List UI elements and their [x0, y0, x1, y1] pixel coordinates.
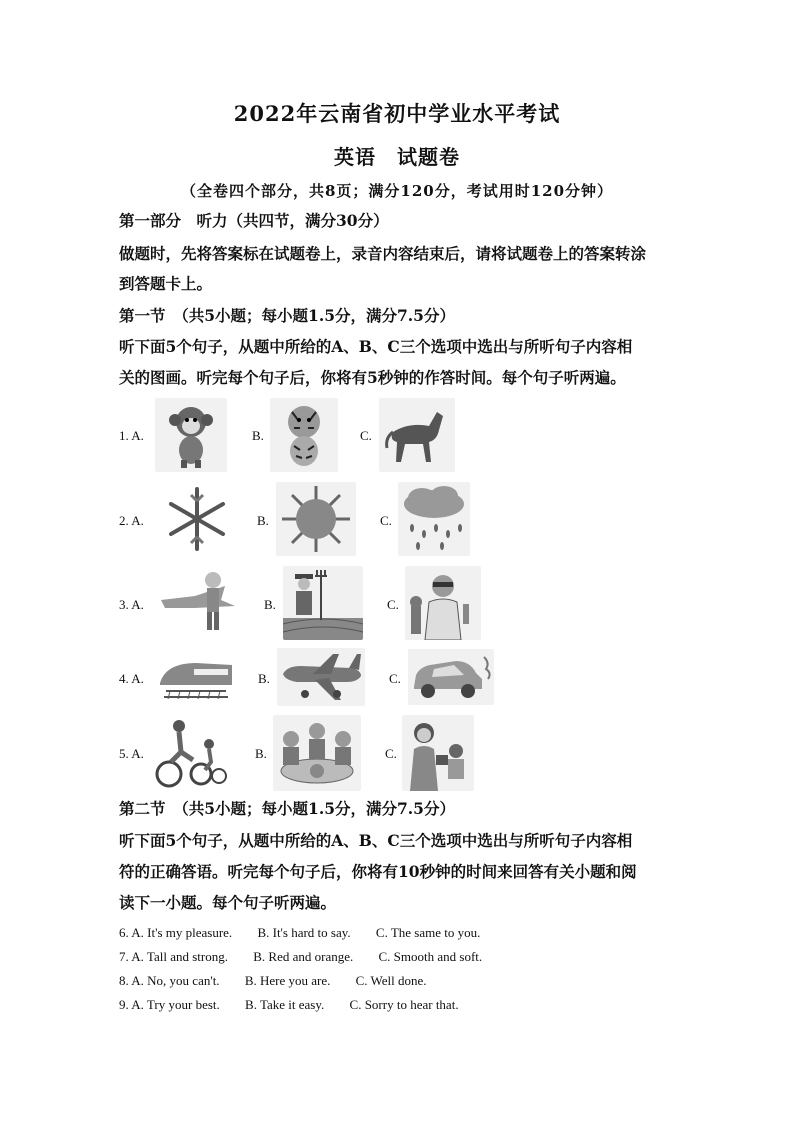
q9-option-b[interactable]: B. Take it easy. [245, 997, 325, 1012]
family-dinner-picture[interactable] [273, 715, 361, 791]
mother-and-child-picture[interactable] [402, 715, 474, 791]
section1-instruction-line1: 听下面5个句子，从题中所给的A、B、C三个选项中选出与所听句子内容相 [119, 337, 633, 356]
part1-instruction-line1: 做题时，先将答案标在试题卷上，录音内容结束后，请将试题卷上的答案转涂 [119, 244, 647, 263]
q9-option-a[interactable]: 9. A. Try your best. [119, 997, 220, 1012]
farmer-picture[interactable] [283, 566, 363, 640]
q9-option-c[interactable]: C. Sorry to hear that. [349, 997, 459, 1012]
q3-label-b: B. [264, 597, 276, 612]
q4-label-a: 4. A. [119, 671, 144, 686]
rain-cloud-picture[interactable] [398, 482, 470, 556]
q7-option-a[interactable]: 7. A. Tall and strong. [119, 949, 228, 964]
q7-option-b[interactable]: B. Red and orange. [253, 949, 354, 964]
q5-label-a: 5. A. [119, 746, 144, 761]
exam-subtitle: 英语 试题卷 [334, 145, 460, 169]
horse-picture[interactable] [379, 398, 455, 472]
q1-label-c: C. [360, 428, 372, 443]
question-9 [119, 997, 481, 1013]
section1-heading: 第一节 （共5小题；每小题1.5分，满分7.5分） [119, 306, 455, 325]
section2-instruction-line3: 读下一小题。每个句子听两遍。 [119, 893, 337, 912]
q5-label-c: C. [385, 746, 397, 761]
q1-label-b: B. [252, 428, 264, 443]
exam-title: 2022年云南省初中学业水平考试 [233, 101, 561, 126]
section2-instruction-line1: 听下面5个句子，从题中所给的A、B、C三个选项中选出与所听句子内容相 [119, 831, 633, 850]
q1-label-a: 1. A. [119, 428, 144, 443]
family-cycling-picture[interactable] [153, 716, 229, 790]
scientist-picture[interactable] [405, 566, 481, 640]
airplane-picture[interactable] [277, 648, 365, 706]
part1-instruction-line2: 到答题卡上。 [119, 274, 213, 293]
q5-label-b: B. [255, 746, 267, 761]
q8-option-b[interactable]: B. Here you are. [244, 973, 331, 988]
sun-picture[interactable] [276, 482, 356, 556]
question-6 [119, 925, 502, 941]
q4-label-c: C. [389, 671, 401, 686]
section2-instruction-line2: 符的正确答语。听完每个句子后，你将有10秒钟的时间来回答有关小题和阅 [119, 862, 637, 881]
section1-instruction-line2: 关的图画。听完每个句子后，你将有5秒钟的作答时间。每个句子听两遍。 [119, 368, 626, 387]
snowflake-picture[interactable] [159, 483, 235, 555]
section2-heading: 第二节 （共5小题；每小题1.5分，满分7.5分） [119, 799, 455, 818]
exam-note: （全卷四个部分，共8页；满分120分，考试用时120分钟） [180, 182, 614, 200]
q3-label-a: 3. A. [119, 597, 144, 612]
q2-label-b: B. [257, 513, 269, 528]
q8-option-a[interactable]: 8. A. No, you can't. [119, 973, 220, 988]
q2-label-a: 2. A. [119, 513, 144, 528]
q3-label-c: C. [387, 597, 399, 612]
q8-option-c[interactable]: C. Well done. [355, 973, 427, 988]
pilot-picture[interactable] [155, 566, 239, 638]
question-8 [119, 973, 449, 989]
monkey-picture[interactable] [155, 398, 227, 472]
car-picture[interactable] [408, 649, 494, 705]
tiger-picture[interactable] [270, 398, 338, 472]
q6-option-a[interactable]: 6. A. It's my pleasure. [119, 925, 233, 940]
question-7 [119, 949, 504, 965]
q7-option-c[interactable]: C. Smooth and soft. [378, 949, 483, 964]
q2-label-c: C. [380, 513, 392, 528]
q6-option-c[interactable]: C. The same to you. [375, 925, 481, 940]
q6-option-b[interactable]: B. It's hard to say. [257, 925, 351, 940]
q4-label-b: B. [258, 671, 270, 686]
part1-heading: 第一部分 听力（共四节，满分30分） [119, 211, 389, 230]
train-picture[interactable] [156, 651, 236, 707]
